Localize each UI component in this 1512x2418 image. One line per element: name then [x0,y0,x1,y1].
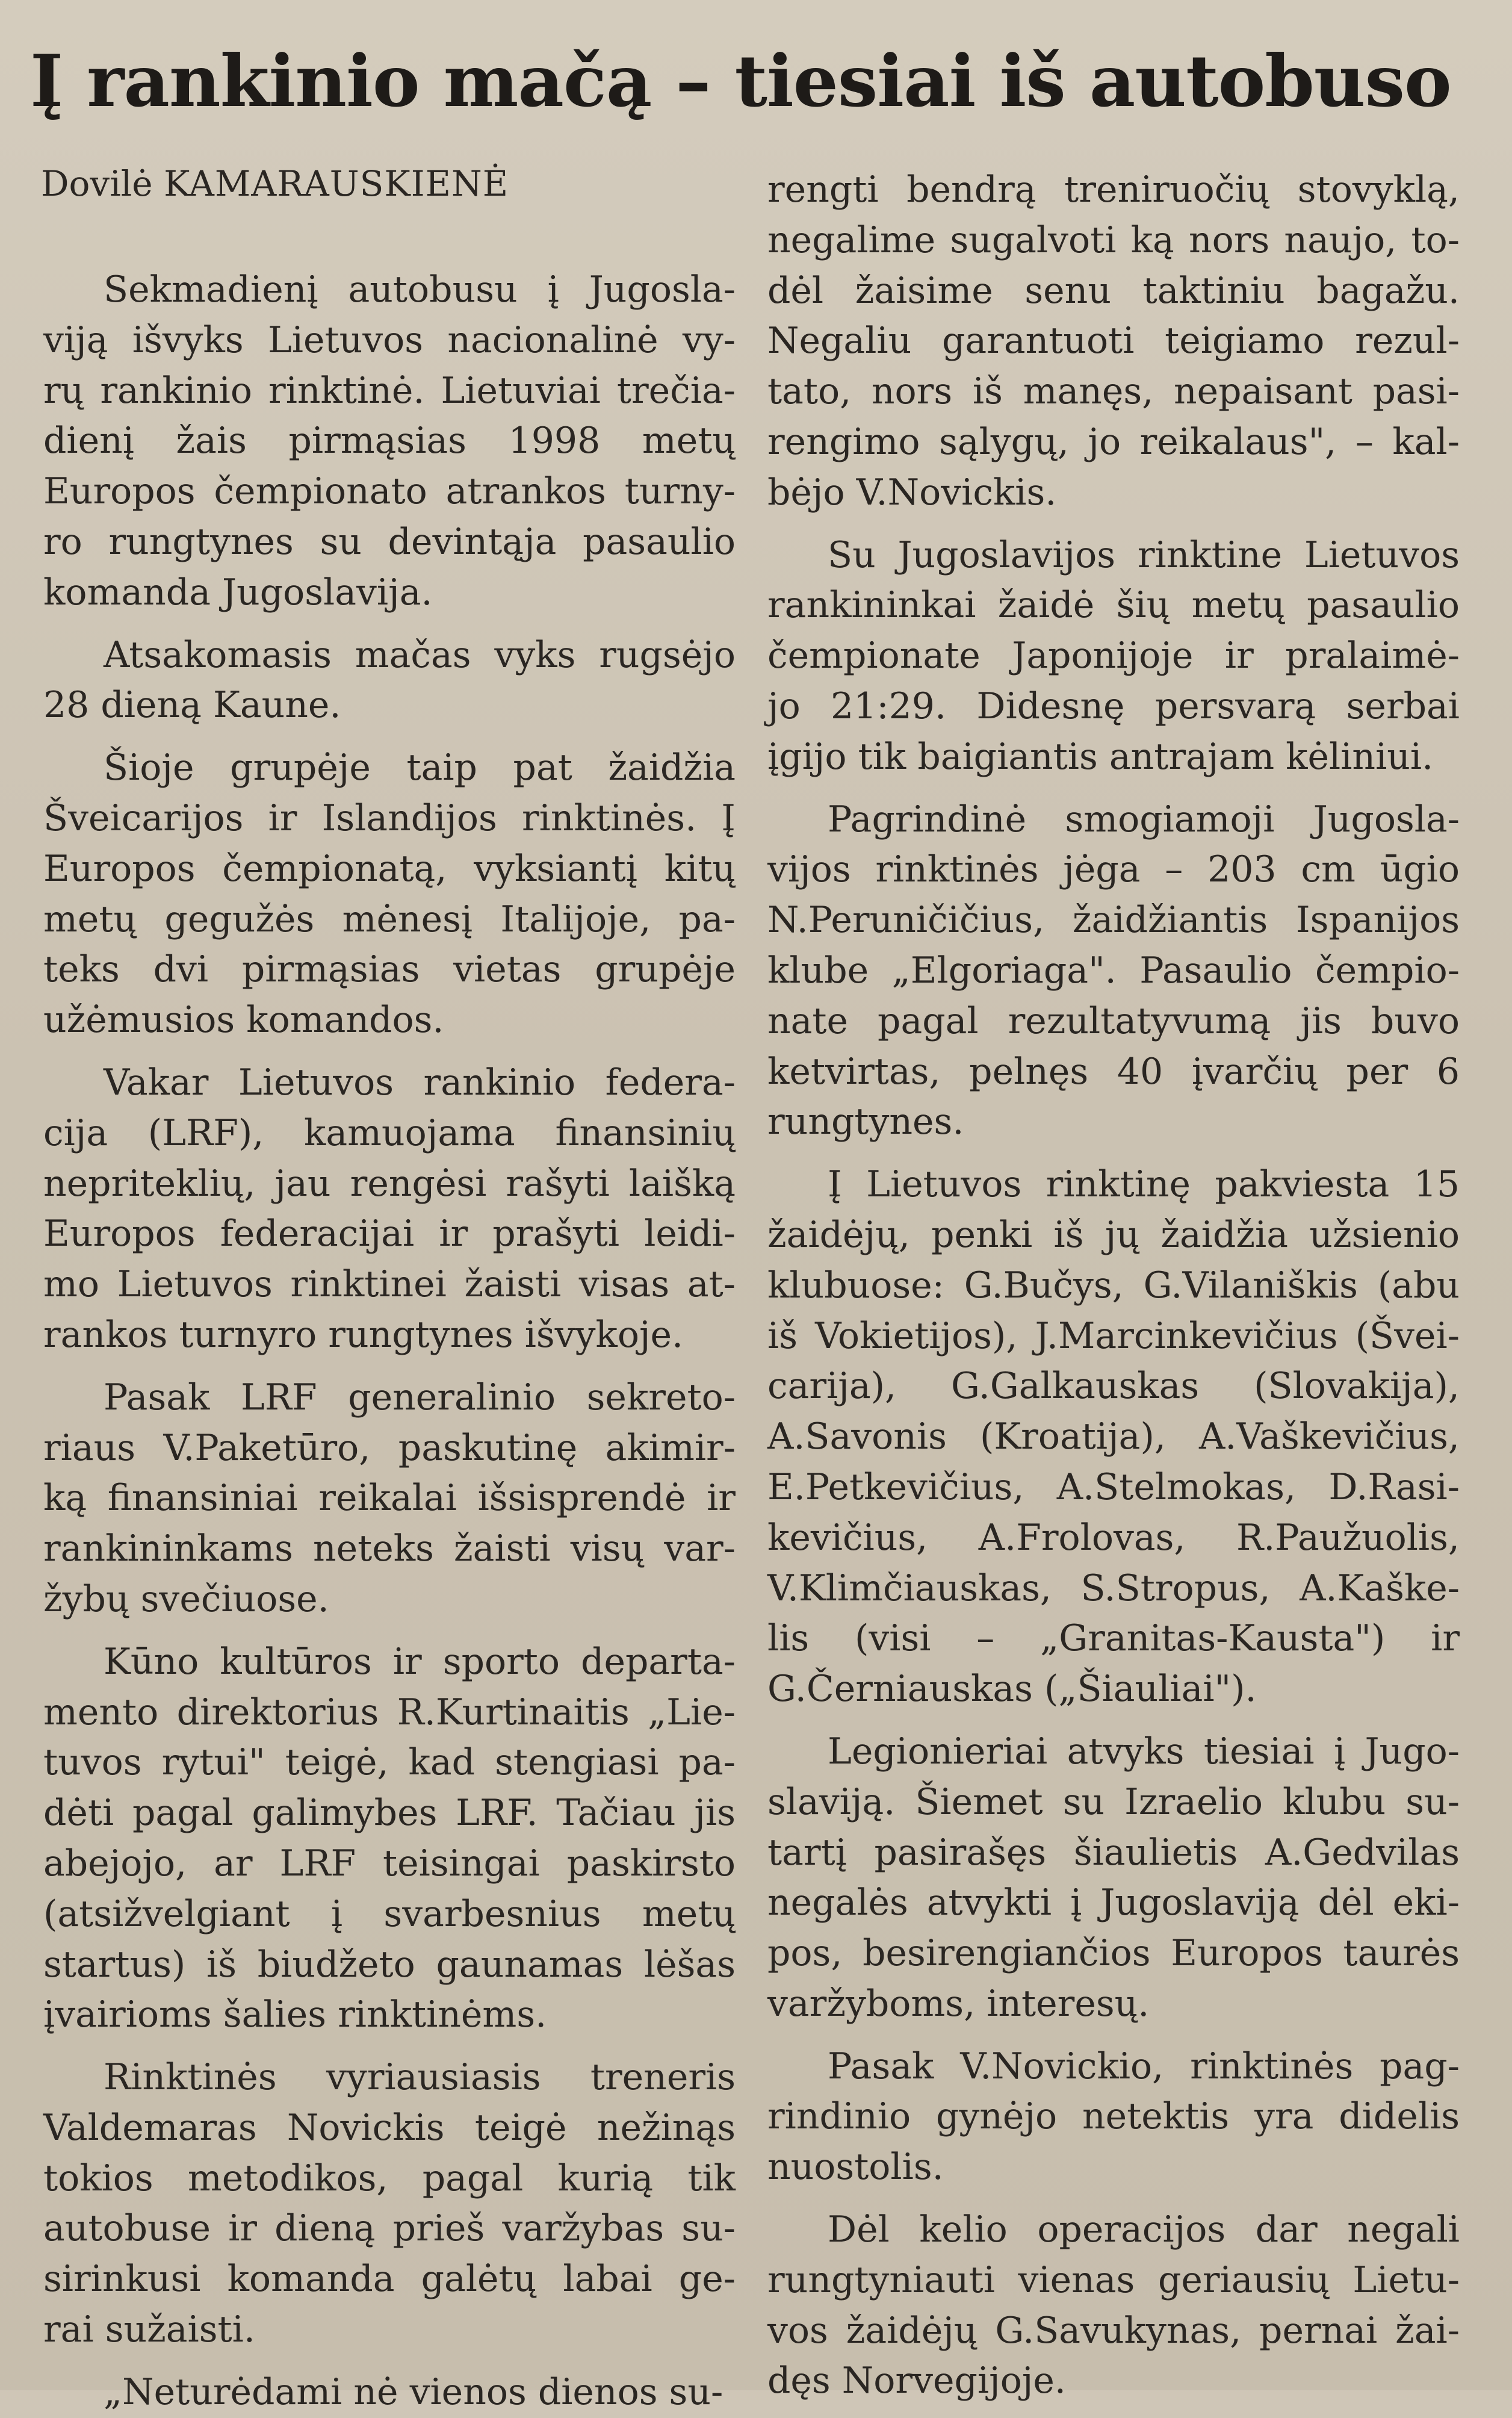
text-line: rankos turnyro rungtynes išvykoje. [43,1313,684,1356]
text-line: ketvirtas, pelnęs 40 įvarčių per 6 [767,1050,1460,1093]
text-line: rų rankinio rinktinė. Lietuviai trečia- [43,369,736,412]
text-line: ro rungtynes su devintąja pasaulio [43,520,736,563]
paragraph [767,530,1460,783]
text-line: slaviją. Šiemet su Izraelio klubu su- [767,1780,1460,1823]
text-line: viją išvyks Lietuvos nacionalinė vy- [43,319,736,361]
text-line: autobuse ir dieną prieš varžybas su- [43,2207,736,2250]
text-line: Rinktinės vyriausiasis treneris [104,2056,736,2099]
text-line: dėl žaisime senu taktiniu bagažu. [767,269,1460,312]
text-line: abejojo, ar LRF teisingai paskirsto [43,1842,736,1885]
byline-surname: KAMARAUSKIENĖ [164,163,509,204]
text-line: varžyboms, interesų. [767,1982,1150,2025]
text-line: sirinkusi komanda galėtų labai ge- [43,2258,736,2301]
text-line: negalime sugalvoti ką nors naujo, to- [767,219,1460,261]
paragraph-gap [767,2193,1460,2205]
text-line: čempionate Japonijoje ir pralaimė- [767,635,1460,677]
text-line: Europos federacijai ir prašyti leidi- [43,1213,736,1255]
text-line: žaidėjų, penki iš jų žaidžia užsienio [767,1213,1460,1256]
byline-first-name: Dovilė [41,163,153,204]
text-line: Dėl kelio operacijos dar negali [828,2208,1460,2251]
paragraph [43,743,736,1046]
text-line: Į Lietuvos rinktinę pakviesta 15 [828,1163,1460,1206]
text-line: startus) iš biudžeto gaunamas lėšas [43,1943,736,1986]
text-line: nate pagal rezultatyvumą jis buvo [767,999,1460,1042]
text-line: užėmusios komandos. [43,999,444,1042]
text-line: rindinio gynėjo netektis yra didelis [767,2095,1460,2138]
text-line: Negaliu garantuoti teigiamo rezul- [767,320,1460,362]
text-line: Pasak LRF generalinio sekreto- [104,1376,736,1419]
left-column [43,265,736,2418]
text-line: teks dvi pirmąsias vietas grupėje [43,948,736,991]
text-line: rankininkai žaidė šių metų pasaulio [767,584,1460,627]
text-line: vijos rinktinės jėga – 203 cm ūgio [767,848,1460,891]
paragraph [767,795,1460,1148]
text-line: įvairioms šalies rinktinėms. [43,1994,547,2036]
text-line: E.Petkevičius, A.Stelmokas, D.Rasi- [767,1465,1460,1508]
text-line: lis (visi – „Granitas-Kausta") ir [767,1617,1460,1660]
paragraph-gap [767,783,1460,795]
text-line: mo Lietuvos rinktinei žaisti visas at- [43,1263,736,1306]
paragraph [43,1058,736,1361]
text-line: dęs Norvegijoje. [767,2360,1066,2402]
text-line: (atsižvelgiant į svarbesnius metų [43,1892,736,1935]
paragraph [43,265,736,618]
text-line: ką finansiniai reikalai išsisprendė ir [43,1477,736,1520]
paragraph-gap [767,1715,1460,1727]
text-line: Su Jugoslavijos rinktine Lietuvos [828,533,1460,576]
text-line: N.Peruničičius, žaidžiantis Ispanijos [767,899,1460,942]
paragraph [767,2205,1460,2407]
paragraph [767,1727,1460,2030]
paragraph [43,630,736,732]
paragraph [767,1160,1460,1715]
text-line: vos žaidėjų G.Savukynas, pernai žai- [767,2309,1460,2352]
text-line: „Neturėdami nė vienos dienos su- [104,2370,723,2413]
text-line: A.Savonis (Kroatija), A.Vaškevičius, [767,1416,1460,1458]
text-line: rungtynes. [767,1101,964,1143]
text-line: kevičius, A.Frolovas, R.Paužuolis, [767,1516,1460,1559]
text-line: Valdemaras Novickis teigė nežinąs [43,2106,736,2149]
text-line: cija (LRF), kamuojama finansinių [43,1111,736,1154]
text-line: Atsakomasis mačas vyks rugsėjo [104,633,736,676]
paragraph [767,2042,1460,2193]
text-line: tuvos rytui" teigė, kad stengiasi pa- [43,1741,736,1784]
text-line: tartį pasirašęs šiaulietis A.Gedvilas [767,1831,1460,1874]
text-line: rengimo sąlygų, jo reikalaus", – kal- [767,420,1460,463]
text-line: pos, besirengiančios Europos taurės [767,1932,1460,1975]
paragraph [43,1373,736,1625]
paragraph-gap [43,2040,736,2053]
text-line: metų gegužės mėnesį Italijoje, pa- [43,898,736,940]
text-line: tato, nors iš manęs, nepaisant pasi- [767,370,1460,413]
text-line: 28 dieną Kaune. [43,684,341,727]
text-line: žybų svečiuose. [43,1577,329,1620]
text-line: Šioje grupėje taip pat žaidžia [104,747,736,789]
text-line: Vakar Lietuvos rankinio federa- [104,1061,736,1104]
paragraph-gap [43,1361,736,1373]
text-line: rai sužaisti. [43,2308,255,2351]
text-line: jo 21:29. Didesnę persvarą serbai [767,685,1460,727]
text-line: nepriteklių, jau rengėsi rašyti laišką [43,1162,736,1205]
paragraph [43,1637,736,2040]
text-line: klube „Elgoriaga". Pasaulio čempio- [767,949,1460,992]
text-line: rengti bendrą treniruočių stovyklą, [767,169,1460,211]
text-line: bėjo V.Novickis. [767,471,1057,514]
text-line: nuostolis. [767,2146,944,2189]
paragraph-gap [767,518,1460,530]
text-line: negalės atvykti į Jugoslaviją dėl eki- [767,1882,1460,1924]
paragraph-gap [43,1625,736,1637]
text-line: G.Černiauskas („Šiauliai"). [767,1668,1257,1711]
text-line: klubuose: G.Bučys, G.Vilaniškis (abu [767,1264,1460,1307]
right-column [767,165,1460,2407]
paragraph-gap [43,2355,736,2367]
text-line: mento direktorius R.Kurtinaitis „Lie- [43,1691,736,1733]
text-line: dienį žais pirmąsias 1998 metų [43,420,736,462]
text-line: komanda Jugoslavija. [43,571,433,614]
text-line: Pagrindinė smogiamoji Jugosla- [828,798,1460,841]
paragraph-gap [767,2030,1460,2042]
text-line: riaus V.Paketūro, paskutinę akimir- [43,1426,736,1469]
paragraph [767,165,1460,518]
paragraph-gap [43,1046,736,1058]
text-line: įgijo tik baigiantis antrajam kėliniui. [767,735,1434,778]
text-line: tokios metodikos, pagal kurią tik [43,2157,736,2199]
text-line: Legionieriai atvyks tiesiai į Jugo- [828,1730,1460,1773]
paragraph-gap [43,618,736,630]
text-line: carija), G.Galkauskas (Slovakija), [767,1365,1460,1408]
paragraph-gap [43,731,736,743]
paragraph-gap [767,1148,1460,1160]
paragraph [43,2367,736,2418]
text-line: Kūno kultūros ir sporto departa- [104,1640,736,1683]
text-line: rungtyniauti vienas geriausių Lietu- [767,2258,1460,2301]
text-line: rankininkams neteks žaisti visų var- [43,1528,736,1570]
text-line: Pasak V.Novickio, rinktinės pag- [828,2045,1460,2087]
text-line: Šveicarijos ir Islandijos rinktinės. Į [43,797,736,839]
paragraph [43,2053,736,2355]
text-line: V.Klimčiauskas, S.Stropus, A.Kaške- [767,1567,1460,1609]
text-line: dėti pagal galimybes LRF. Tačiau jis [43,1792,736,1835]
text-line: Sekmadienį autobusu į Jugosla- [104,269,736,311]
byline [41,160,733,208]
text-line: Europos čempionatą, vyksiantį kitų [43,847,736,890]
article-headline: Į rankinio mačą – tiesiai iš autobuso [30,39,1451,123]
text-line: iš Vokietijos), J.Marcinkevičius (Švei- [767,1314,1460,1357]
text-line: Europos čempionato atrankos turny- [43,470,736,513]
